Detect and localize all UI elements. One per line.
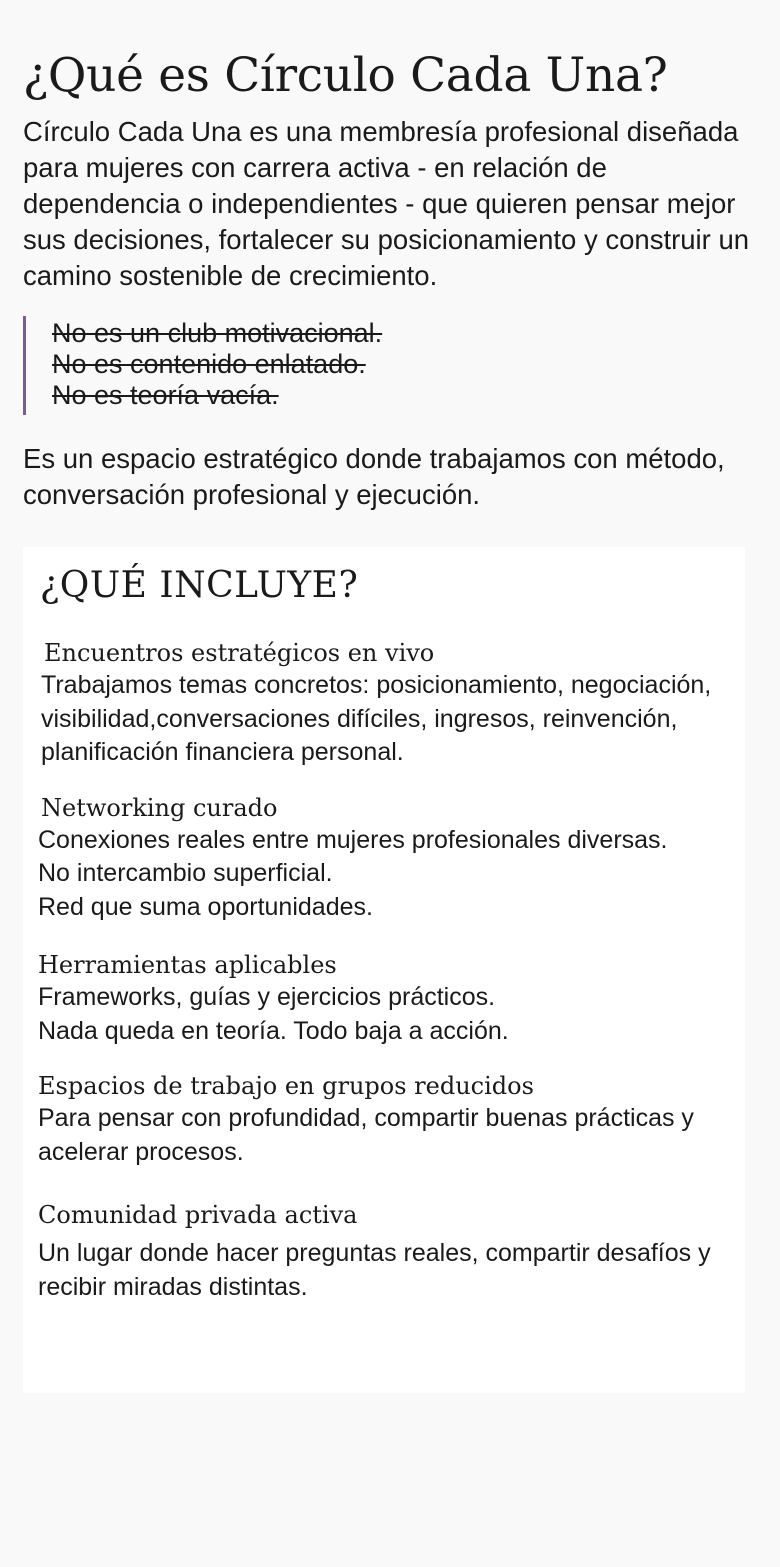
include-item-herramientas — [38, 949, 745, 1048]
include-item-heading: Encuentros estratégicos en vivo — [44, 639, 435, 667]
include-item-body: Trabajamos temas concretos: posicionamiento, negociación, visibilidad,conversaciones difíciles, ingresos, reinvención, planificación financiera personal. — [41, 671, 712, 766]
include-item-body: Conexiones reales entre mujeres profesionales diversas. No intercambio superficial. Red que suma oportunidades. — [38, 825, 668, 921]
include-item-heading: Comunidad privada activa — [38, 1201, 358, 1229]
negation-item: No es contenido enlatado. — [52, 349, 366, 379]
negations-quote — [23, 316, 758, 415]
include-item-body: Frameworks, guías y ejercicios prácticos. Nada queda en teoría. Todo baja a acción. — [38, 983, 509, 1045]
negation-item: No es teoría vacía. — [52, 380, 279, 410]
include-item-heading: Espacios de trabajo en grupos reducidos — [38, 1072, 534, 1100]
includes-title: ¿QUÉ INCLUYE? — [40, 565, 359, 606]
include-item-networking — [38, 792, 745, 925]
include-item-heading: Herramientas aplicables — [38, 951, 337, 979]
include-item-body: Un lugar donde hacer preguntas reales, compartir desafíos y recibir miradas distintas. — [38, 1239, 711, 1301]
page-title: ¿Qué es Círculo Cada Una? — [23, 48, 668, 103]
include-item-heading: Networking curado — [41, 793, 278, 822]
negation-item: No es un club motivacional. — [52, 318, 383, 348]
intro-paragraph: Círculo Cada Una es una membresía profesional diseñada para mujeres con carrera activa - en relación de dependencia o independientes - que quieren pensar mejor sus decisiones, fortalecer su posicionamiento y construir un camino sostenible de crecimiento. — [23, 116, 750, 291]
include-item-body: Para pensar con profundidad, compartir buenas prácticas y acelerar procesos. — [38, 1104, 694, 1166]
include-item-encuentros — [41, 637, 745, 770]
include-item-grupos — [38, 1070, 745, 1169]
include-item-comunidad — [38, 1199, 745, 1304]
statement-paragraph: Es un espacio estratégico donde trabajamos con método, conversación profesional y ejecución. — [23, 443, 725, 510]
page-content — [0, 48, 780, 1393]
includes-card — [23, 547, 745, 1393]
